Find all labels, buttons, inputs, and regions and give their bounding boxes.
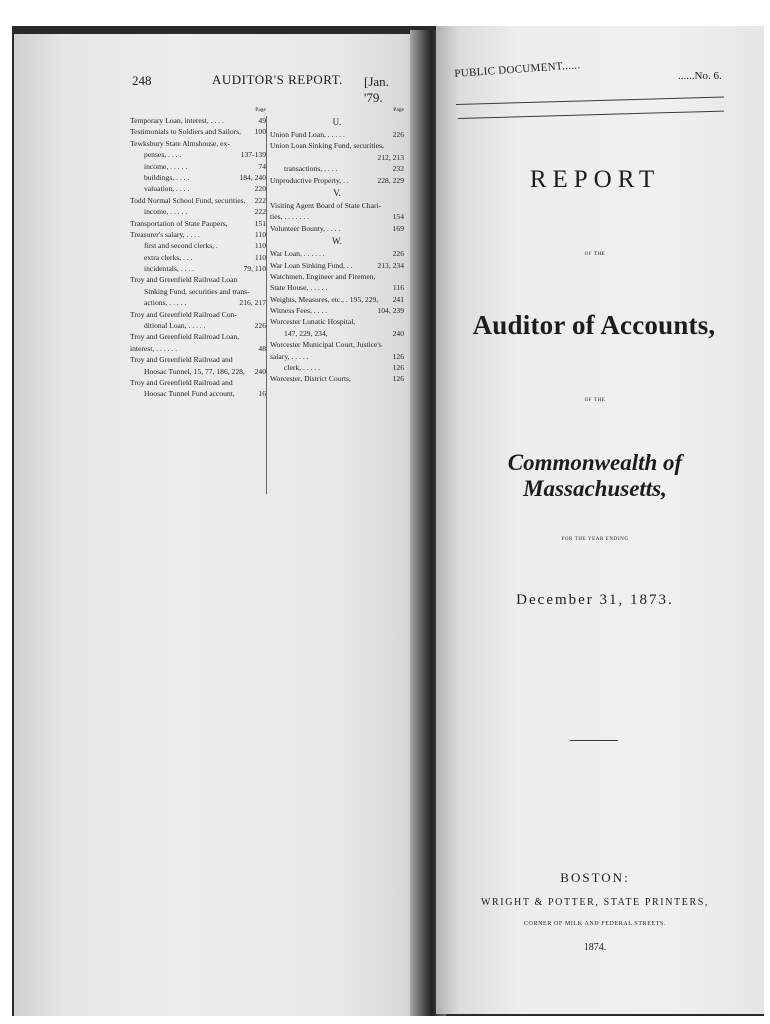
- printers-name: WRIGHT & POTTER, STATE PRINTERS,: [481, 897, 709, 908]
- index-entry: [130, 195, 266, 206]
- section-letter-u: U.: [332, 117, 342, 127]
- index-entry-text: first and second clerks, .: [144, 241, 218, 251]
- report-date: December 31, 1873.: [516, 592, 674, 608]
- index-entry-page: 222: [254, 195, 266, 205]
- index-entry-page: 126: [392, 351, 404, 361]
- printers-address: CORNER OF MILK AND FEDERAL STREETS.: [523, 921, 667, 927]
- index-entry-text: Worcester Municipal Court, Justice's: [270, 340, 382, 350]
- index-entry-page: 49: [258, 116, 266, 125]
- index-entry-page: 154: [392, 212, 404, 222]
- page-column-header-right: Page: [393, 107, 404, 113]
- index-entry-page: [402, 316, 404, 327]
- index-entry-text: State House, . . . . .: [270, 283, 328, 293]
- index-entry-text: Worcester, District Courts,: [270, 374, 351, 384]
- index-entry-text: salary, . . . . .: [270, 351, 309, 361]
- index-entry-text: 147, 229, 234,: [284, 328, 328, 338]
- index-entry-text: Hoosac Tunnel Fund account,: [144, 389, 235, 399]
- index-entry: [270, 200, 404, 211]
- index-entry: [130, 206, 266, 217]
- index-entry-page: 228, 229: [377, 175, 404, 185]
- index-entry-text: Visiting Agent Board of State Chari-: [270, 200, 382, 210]
- index-entry: [270, 152, 404, 163]
- index-entry-text: Troy and Greenfield Railroad and: [130, 377, 233, 387]
- index-entry-page: [402, 140, 404, 151]
- index-entry: [130, 252, 266, 263]
- index-entry: [270, 362, 404, 373]
- index-entry-page: 74: [258, 161, 266, 171]
- index-entries-v: [270, 200, 404, 234]
- page-column-header: Page: [255, 107, 266, 113]
- index-entry-page: 104, 239: [377, 306, 404, 316]
- index-entry: [130, 274, 266, 285]
- separator-rule: [570, 740, 618, 741]
- index-entry: [130, 297, 266, 308]
- index-entry-page: [264, 354, 266, 365]
- index-entry-text: Unproductive Property, . .: [270, 175, 349, 185]
- index-entry: [270, 339, 404, 350]
- index-entry-page: [402, 271, 404, 282]
- index-entry-page: [264, 286, 266, 297]
- index-entry: [270, 129, 404, 140]
- index-entry-text: income, . . . . .: [144, 161, 188, 171]
- index-entry-text: Troy and Greenfield Railroad Loan,: [130, 332, 240, 342]
- index-entry: [270, 163, 404, 174]
- index-entry: [130, 354, 266, 365]
- index-entry-page: 110: [254, 241, 266, 251]
- section-letter-v: V.: [333, 187, 341, 198]
- index-entry-page: 216, 217: [239, 298, 266, 308]
- index-entry: [130, 229, 266, 240]
- index-entry: [130, 183, 266, 194]
- index-entry-text: War Loan Sinking Fund, . .: [270, 260, 353, 270]
- page-number: 248: [132, 73, 152, 88]
- index-entry-text: penses, . . . .: [144, 150, 182, 160]
- index-entry-text: Tewksbury State Almshouse, ex-: [130, 138, 230, 148]
- index-entry-text: Sinking Fund, securities and trans-: [144, 286, 250, 296]
- index-entry-text: Troy and Greenfield Railroad and: [130, 355, 233, 365]
- index-entry-page: [402, 339, 404, 350]
- commonwealth-title: Commonwealth of Massachusetts,: [507, 450, 683, 501]
- index-entry-text: Volunteer Bounty, . . . .: [270, 223, 341, 233]
- report-title: REPORT: [529, 166, 661, 193]
- index-entry-page: 126: [392, 363, 404, 373]
- running-title: AUDITOR'S REPORT.: [212, 72, 343, 87]
- index-entry-text: Treasurer's salary, . . . .: [130, 229, 200, 239]
- index-entry-page: [264, 377, 266, 388]
- index-entry-page: 169: [392, 223, 404, 233]
- column-divider: [266, 116, 267, 494]
- index-entry: [270, 271, 404, 282]
- index-entry-text: [270, 152, 375, 163]
- index-entry-text: Troy and Greenfield Railroad Con-: [130, 309, 237, 319]
- index-entry: [130, 286, 266, 297]
- index-entry-page: [264, 309, 266, 320]
- index-entry-text: Troy and Greenfield Railroad Loan: [130, 275, 238, 285]
- index-entry-page: [264, 331, 266, 342]
- auditor-of-accounts-title: Auditor of Accounts,: [472, 310, 716, 340]
- index-entry: [130, 343, 266, 354]
- index-entry-text: Union Fund Loan, . . . . .: [270, 130, 345, 139]
- index-entry-text: ditional Loan, . . . . .: [144, 321, 206, 331]
- index-entry-page: 126: [392, 374, 404, 384]
- year-ending-label: FOR THE YEAR ENDING: [561, 537, 629, 542]
- index-entry: [130, 126, 266, 137]
- index-entry: [130, 218, 266, 229]
- index-entry: [270, 305, 404, 316]
- index-entry: [270, 373, 404, 384]
- index-entry-page: 151: [254, 218, 266, 228]
- index-entry-page: 240: [254, 366, 266, 376]
- index-entry: [130, 331, 266, 342]
- index-entries-w: [270, 248, 404, 385]
- index-entry-page: 79, 110: [243, 264, 266, 274]
- index-entry-text: Todd Normal School Fund, securities,: [130, 195, 246, 205]
- index-entry-text: Witness Fees, . . . .: [270, 306, 328, 316]
- index-entry-page: 184, 240: [239, 172, 266, 182]
- index-entry-page: 226: [392, 130, 404, 139]
- index-entry-text: Hoosac Tunnel, 15, 77, 186, 228,: [144, 366, 245, 376]
- index-entry: [130, 263, 266, 274]
- index-entry-text: extra clerks, . . .: [144, 252, 193, 262]
- index-entry: [130, 320, 266, 331]
- index-entry: [270, 316, 404, 327]
- index-entry-text: Testimonials to Soldiers and Sailors,: [130, 127, 242, 137]
- index-entry-text: Transportation of State Paupers,: [130, 218, 228, 228]
- index-entry-page: 222: [254, 207, 266, 217]
- index-entries-u: [270, 129, 404, 186]
- index-entry: [270, 351, 404, 362]
- index-entry-text: valuation, . . . .: [144, 184, 190, 194]
- index-entries-left: [130, 115, 266, 400]
- index-entry-page: 226: [254, 321, 266, 331]
- of-the-label: OF THE: [584, 252, 606, 257]
- index-entry-page: 226: [392, 249, 404, 259]
- index-entry: [130, 377, 266, 388]
- document-number: ......No. 6.: [678, 70, 722, 82]
- index-entry-page: 110: [254, 229, 266, 239]
- index-entry-page: 100: [254, 127, 266, 137]
- index-entry-page: 232: [392, 164, 404, 174]
- index-entry: [270, 175, 404, 186]
- index-entry-page: 116: [392, 283, 404, 293]
- date-mark: [Jan. '79.: [364, 74, 389, 105]
- index-entry-text: buildings, . . . .: [144, 172, 190, 182]
- index-entry: [270, 223, 404, 234]
- index-entry-page: 110: [254, 252, 266, 262]
- index-entry: [130, 240, 266, 251]
- index-entry-page: 137-139: [240, 150, 266, 160]
- index-entry-text: Union Loan Sinking Fund, securities,: [270, 141, 384, 151]
- index-column-right: [270, 106, 404, 385]
- index-entry: [130, 388, 266, 399]
- left-page-header: [128, 70, 408, 105]
- index-entry-page: 212, 213: [377, 152, 404, 162]
- index-entry-page: 241: [392, 294, 404, 304]
- of-the-label-2: OF THE: [584, 398, 606, 403]
- index-entry-text: Temporary Loan, interest, . . . .: [130, 116, 224, 125]
- index-entry-text: transactions, . . . .: [284, 164, 338, 174]
- index-entry-page: 48: [258, 343, 266, 353]
- index-entry: [270, 248, 404, 259]
- index-entry: [270, 294, 404, 305]
- index-entry: [130, 149, 266, 160]
- index-entry: [130, 115, 266, 126]
- publication-year: 1874.: [583, 942, 607, 953]
- index-entry-text: clerk, . . . . .: [284, 363, 321, 373]
- index-entry-page: 240: [392, 328, 404, 338]
- index-entry-text: Weights, Measures, etc., . 195, 229,: [270, 294, 379, 304]
- index-entry-page: [264, 138, 266, 149]
- index-entry-page: 16: [258, 389, 266, 399]
- index-entry-text: income, . . . . .: [144, 207, 188, 217]
- index-entry: [270, 211, 404, 222]
- index-entry-text: ties, . . . . . . .: [270, 212, 310, 222]
- index-entry-text: Worcester Lunatic Hospital,: [270, 317, 356, 327]
- index-entry-page: 213, 234: [377, 260, 404, 270]
- index-entry: [130, 366, 266, 377]
- index-entry: [270, 260, 404, 271]
- index-entry-text: interest, . . . . . .: [130, 343, 178, 353]
- index-entry: [270, 140, 404, 151]
- index-entry: [270, 282, 404, 293]
- section-letter-w: W.: [332, 236, 342, 247]
- index-entry-text: actions, . . . . .: [144, 298, 187, 308]
- index-entry-text: incidentals, . . . .: [144, 264, 194, 274]
- index-entry-page: [264, 274, 266, 285]
- index-entry: [130, 161, 266, 172]
- index-entry-page: [402, 200, 404, 211]
- document-label: PUBLIC DOCUMENT......: [454, 59, 581, 80]
- index-entry-page: 220: [254, 184, 266, 194]
- index-entry-text: War Loan, . . . . . .: [270, 249, 325, 259]
- index-column-left: [130, 106, 266, 400]
- index-entry: [130, 138, 266, 149]
- publisher-city: BOSTON:: [560, 870, 630, 885]
- index-entry: [130, 309, 266, 320]
- index-entry-text: Watchmen, Engineer and Firemen,: [270, 271, 376, 281]
- index-entry: [130, 172, 266, 183]
- index-entry: [270, 328, 404, 339]
